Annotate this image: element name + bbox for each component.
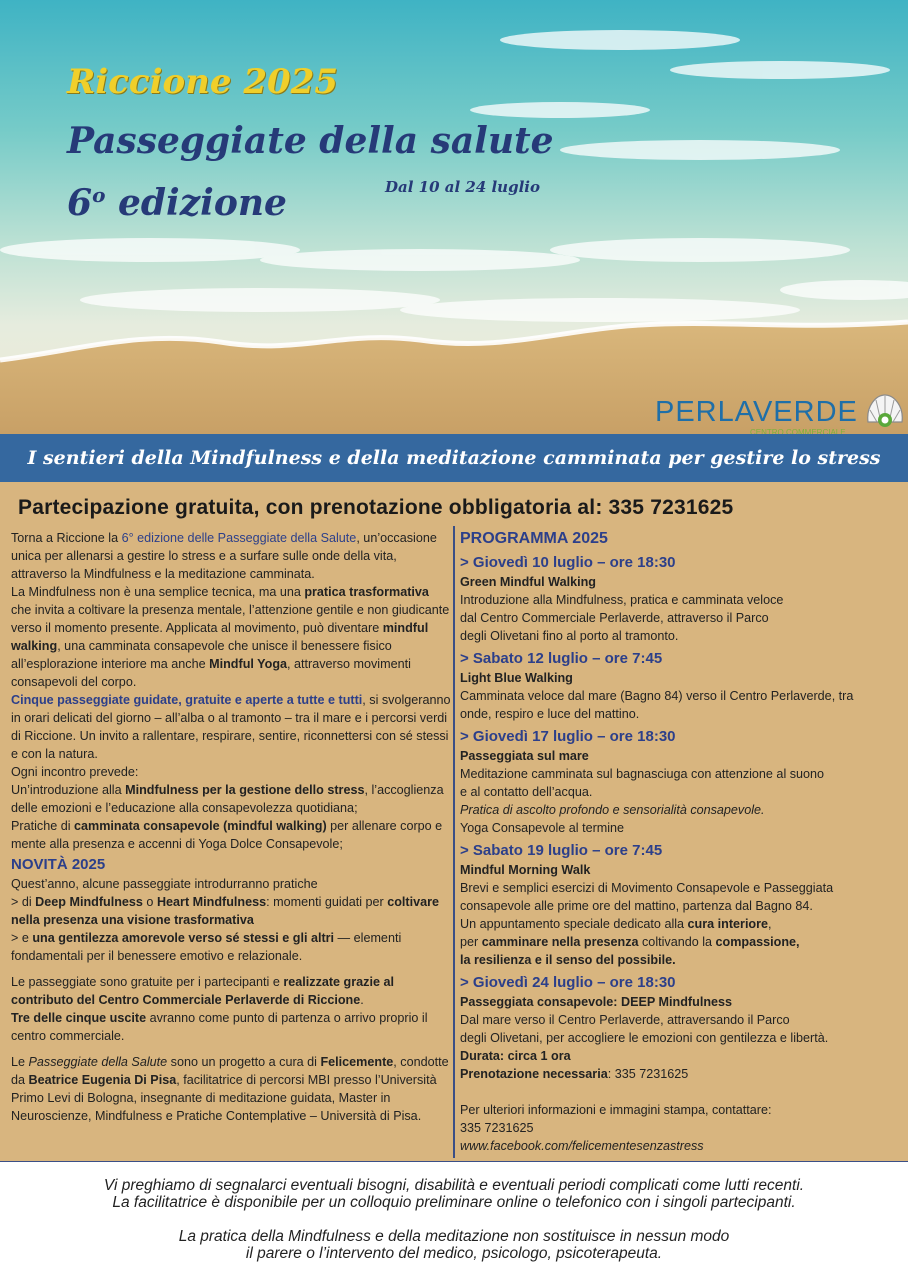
subtitle-banner [0, 434, 908, 482]
shell-icon [864, 392, 906, 432]
event-2 [460, 649, 900, 723]
event-desc: per camminare nella presenza coltivando la compassione, [460, 935, 800, 949]
intro-paragraph: Torna a Riccione la 6° edizione delle Passeggiate della Salute, un’occasione unica per allenarsi a gestire lo stress e a surfare sulle onde della vita, attraverso la Mindfulness e la meditazione camminata. [11, 531, 437, 581]
footer-line: Vi preghiamo di segnalarci eventuali bisogni, disabilità e eventuali periodi complicati come lutti recenti. [103, 1177, 805, 1194]
event-desc: e al contatto dell’acqua. [460, 785, 593, 799]
footer-line: La facilitatrice è disponibile per un colloquio preliminare online o telefonico con i singoli partecipanti. [112, 1194, 796, 1211]
date-range: Dal 10 al 24 luglio [385, 178, 540, 196]
event-duration: Durata: circa 1 ora [460, 1049, 571, 1063]
logo-subtitle: CENTRO COMMERCIALE [750, 427, 846, 434]
content-area [0, 482, 908, 1162]
event-title: Passeggiata consapevole: DEEP Mindfulness [460, 995, 733, 1009]
program-heading: PROGRAMMA 2025 [460, 530, 608, 547]
event-5 [460, 973, 900, 1083]
event-desc: degli Olivetani, per accogliere le emozioni con gentilezza e libertà. [460, 1031, 829, 1045]
event-desc: Un appuntamento speciale dedicato alla cura interiore, [460, 917, 772, 931]
column-divider [453, 526, 455, 1158]
perlaverde-logo [655, 392, 906, 432]
event-title: Passeggiata sul mare [460, 749, 589, 763]
description-column [11, 529, 451, 1125]
event-desc: Yoga Consapevole al termine [460, 821, 625, 835]
event-desc: Introduzione alla Mindfulness, pratica e camminata veloce [460, 593, 784, 607]
event-date: > Giovedì 24 luglio – ore 18:30 [460, 974, 676, 991]
practice-item: Pratiche di camminata consapevole (mindful walking) per allenare corpo e mente alla presenza e accenni di Yoga Dolce Consapevole; [11, 819, 443, 851]
footer-line: il parere o l’intervento del medico, psicologo, psicoterapeuta. [245, 1245, 663, 1262]
facebook-link[interactable]: www.facebook.com/felicementesenzastress [460, 1139, 704, 1153]
event-desc: degli Olivetani fino al porto al tramonto. [460, 629, 679, 643]
event-title: Green Mindful Walking [460, 575, 596, 589]
program-column [460, 529, 900, 1155]
hero-image [0, 0, 908, 434]
event-desc: Camminata veloce dal mare (Bagno 84) verso il Centro Perlaverde, tra [460, 689, 854, 703]
event-booking: Prenotazione necessaria: 335 7231625 [460, 1067, 689, 1081]
footer-line: La pratica della Mindfulness e della meditazione non sostituisce in nessun modo [178, 1228, 730, 1245]
event-title: Mindful Morning Walk [460, 863, 591, 877]
event-title: Light Blue Walking [460, 671, 573, 685]
footer-notes [0, 1162, 908, 1280]
event-desc: consapevole alle prime ore del mattino, partenza dal Bagno 84. [460, 899, 813, 913]
edition-title: 6$^o$ edizione [67, 182, 287, 224]
event-desc: la resilienza e il senso del possibile. [460, 953, 676, 967]
info-phone: 335 7231625 [460, 1121, 534, 1135]
walks-paragraph: Cinque passeggiate guidate, gratuite e aperte a tutte e tutti, si svolgeranno in orari delicati del giorno – all’alba o al tramonto – tra il mare e i percorsi verdi di Riccione. Un invito a rallentare, respirare, sentire, riconnettersi con sé stessi e con la natura. [11, 693, 451, 761]
project-paragraph: Le Passeggiate della Salute sono un progetto a cura di Felicemente, condotte da Beatrice Eugenia Di Pisa, facilitatrice di percorsi MBI presso l’Università Primo Levi di Bologna, insegnante di meditazione guidata, Master in Neuroscienze, Mindfulness e Pratiche Contemplative – Università di Pisa. [11, 1055, 449, 1123]
free-paragraph: Le passeggiate sono gratuite per i partecipanti e realizzate grazie al contributo del Centro Commerciale Perlaverde di Riccione. Tre delle cinque uscite avranno come punto di partenza o arrivo proprio il centro commerciale. [11, 975, 428, 1043]
event-date: > Giovedì 17 luglio – ore 18:30 [460, 728, 676, 745]
year-title: Riccione 2025 [67, 62, 338, 102]
logo-wordmark: PERLAVERDE [655, 395, 858, 428]
mindfulness-paragraph: La Mindfulness non è una semplice tecnica, ma una pratica trasformativa che invita a coltivare la presenza mentale, l’attenzione gentile e non giudicante verso il momento presente. Applicata al movimento, può diventare mindful walking, una camminata consapevole che unisce il benessere fisico all’esplorazione interiore ma anche Mindful Yoga, attraverso movimenti consapevoli del corpo. [11, 585, 450, 689]
event-4 [460, 841, 900, 969]
event-date: > Sabato 19 luglio – ore 7:45 [460, 842, 663, 859]
event-desc: Pratica di ascolto profondo e sensorialità consapevole. [460, 803, 765, 817]
info-line: Per ulteriori informazioni e immagini stampa, contattare: [460, 1103, 772, 1117]
event-desc: dal Centro Commerciale Perlaverde, attraverso il Parco [460, 611, 769, 625]
event-1 [460, 553, 900, 645]
intro-item: Un’introduzione alla Mindfulness per la gestione dello stress, l’accoglienza delle emozioni e l’educazione alla consapevolezza quotidiana; [11, 783, 444, 815]
main-title: Passeggiate della salute [67, 120, 554, 162]
each-meeting-label: Ogni incontro prevede: [11, 765, 139, 779]
event-3 [460, 727, 900, 837]
event-date: > Sabato 12 luglio – ore 7:45 [460, 650, 663, 667]
news-kindness: > e una gentilezza amorevole verso sé stessi e gli altri — elementi fondamentali per il benessere emotivo e relazionale. [11, 931, 402, 963]
booking-headline: Partecipazione gratuita, con prenotazione obbligatoria al: 335 7231625 [18, 496, 734, 519]
news-heading: NOVITÀ 2025 [11, 856, 106, 873]
event-desc: Dal mare verso il Centro Perlaverde, attraversando il Parco [460, 1013, 790, 1027]
news-deep: > di Deep Mindfulness o Heart Mindfulness: momenti guidati per coltivare nella presenza una visione trasformativa [11, 895, 440, 927]
banner-text: I sentieri della Mindfulness e della meditazione camminata per gestire lo stress [27, 447, 881, 469]
event-desc: Meditazione camminata sul bagnasciuga con attenzione al suono [460, 767, 825, 781]
event-desc: onde, respiro e luce del mattino. [460, 707, 640, 721]
news-intro: Quest’anno, alcune passeggiate introdurranno pratiche [11, 877, 318, 891]
event-date: > Giovedì 10 luglio – ore 18:30 [460, 554, 676, 571]
event-desc: Brevi e semplici esercizi di Movimento Consapevole e Passeggiata [460, 881, 834, 895]
